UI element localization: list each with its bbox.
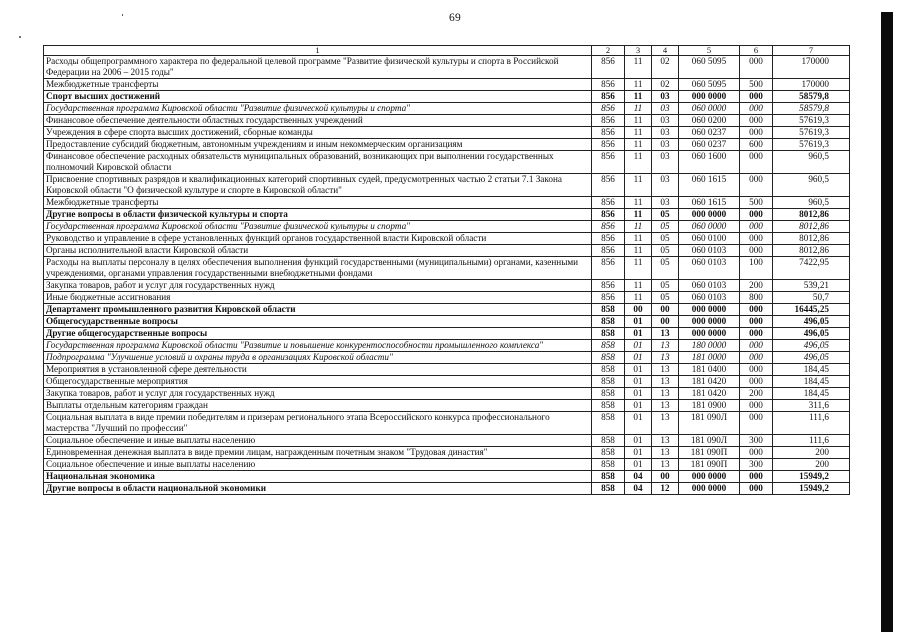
column-number: 4 <box>652 46 679 56</box>
row-subsection-code: 00 <box>652 471 679 483</box>
row-expense-type: 500 <box>740 197 773 209</box>
scan-edge-bar <box>881 12 893 632</box>
row-section-code: 11 <box>625 127 652 139</box>
row-section-code: 01 <box>625 459 652 471</box>
row-subsection-code: 02 <box>652 79 679 91</box>
row-amount: 496,05 <box>773 328 850 340</box>
budget-table <box>43 45 850 495</box>
row-target-article: 060 0000 <box>679 221 740 233</box>
row-section-code: 11 <box>625 292 652 304</box>
row-expense-type: 000 <box>740 304 773 316</box>
row-name: Департамент промышленного развития Кировской области <box>44 304 592 316</box>
row-section-code: 11 <box>625 151 652 174</box>
row-name: Подпрограмма "Улучшение условий и охраны труда в организациях Кировской области" <box>44 352 592 364</box>
row-name: Общегосударственные мероприятия <box>44 376 592 388</box>
row-section-code: 11 <box>625 115 652 127</box>
row-ved-code: 858 <box>592 471 625 483</box>
table-row <box>44 435 850 447</box>
row-ved-code: 856 <box>592 233 625 245</box>
row-name: Национальная экономика <box>44 471 592 483</box>
row-expense-type: 000 <box>740 328 773 340</box>
row-ved-code: 856 <box>592 292 625 304</box>
row-expense-type: 000 <box>740 447 773 459</box>
row-amount: 111,6 <box>773 412 850 435</box>
table-row <box>44 400 850 412</box>
row-expense-type: 300 <box>740 435 773 447</box>
row-ved-code: 856 <box>592 115 625 127</box>
row-name: Финансовое обеспечение деятельности областных государственных учреждений <box>44 115 592 127</box>
row-amount: 8012,86 <box>773 245 850 257</box>
row-section-code: 11 <box>625 245 652 257</box>
table-row <box>44 174 850 197</box>
row-ved-code: 858 <box>592 376 625 388</box>
row-amount: 184,45 <box>773 376 850 388</box>
row-amount: 496,05 <box>773 352 850 364</box>
row-expense-type: 000 <box>740 483 773 495</box>
row-subsection-code: 03 <box>652 151 679 174</box>
table-row <box>44 352 850 364</box>
row-expense-type: 000 <box>740 412 773 435</box>
row-amount: 50,7 <box>773 292 850 304</box>
row-ved-code: 858 <box>592 459 625 471</box>
row-name: Социальная выплата в виде премии победителям и призерам регионального этапа Всероссийского конкурса профессионального мастерства "Лучший по профессии" <box>44 412 592 435</box>
row-subsection-code: 13 <box>652 340 679 352</box>
row-target-article: 060 0237 <box>679 139 740 151</box>
row-section-code: 01 <box>625 316 652 328</box>
table-row <box>44 91 850 103</box>
row-amount: 8012,86 <box>773 209 850 221</box>
row-target-article: 060 0103 <box>679 292 740 304</box>
row-expense-type: 000 <box>740 174 773 197</box>
row-target-article: 060 0237 <box>679 127 740 139</box>
row-amount: 960,5 <box>773 197 850 209</box>
row-subsection-code: 03 <box>652 197 679 209</box>
row-target-article: 060 0103 <box>679 280 740 292</box>
row-amount: 184,45 <box>773 364 850 376</box>
row-name: Социальное обеспечение и иные выплаты населению <box>44 459 592 471</box>
row-amount: 539,21 <box>773 280 850 292</box>
row-name: Закупка товаров, работ и услуг для государственных нужд <box>44 388 592 400</box>
column-number: 1 <box>44 46 592 56</box>
row-amount: 960,5 <box>773 174 850 197</box>
row-ved-code: 856 <box>592 103 625 115</box>
row-amount: 184,45 <box>773 388 850 400</box>
row-target-article: 060 0100 <box>679 233 740 245</box>
table-row <box>44 388 850 400</box>
row-target-article: 181 0420 <box>679 376 740 388</box>
table-row <box>44 151 850 174</box>
row-ved-code: 858 <box>592 483 625 495</box>
row-subsection-code: 03 <box>652 174 679 197</box>
row-section-code: 11 <box>625 221 652 233</box>
row-subsection-code: 13 <box>652 328 679 340</box>
row-name: Финансовое обеспечение расходных обязательств муниципальных образований, возникающих при выполнении государственных полномочий Кировской области <box>44 151 592 174</box>
row-amount: 57619,3 <box>773 127 850 139</box>
row-expense-type: 000 <box>740 151 773 174</box>
row-amount: 960,5 <box>773 151 850 174</box>
row-name: Иные бюджетные ассигнования <box>44 292 592 304</box>
row-amount: 8012,86 <box>773 233 850 245</box>
row-expense-type: 600 <box>740 139 773 151</box>
row-name: Мероприятия в установленной сфере деятельности <box>44 364 592 376</box>
row-subsection-code: 13 <box>652 459 679 471</box>
table-row <box>44 103 850 115</box>
row-subsection-code: 03 <box>652 127 679 139</box>
row-name: Расходы на выплаты персоналу в целях обеспечения выполнения функций государственными (муниципальными) органами, казенными учреждениями, органами управления государственными внебюджетными фондами <box>44 257 592 280</box>
row-subsection-code: 05 <box>652 245 679 257</box>
row-expense-type: 000 <box>740 376 773 388</box>
row-amount: 496,05 <box>773 340 850 352</box>
table-row <box>44 79 850 91</box>
row-expense-type: 200 <box>740 388 773 400</box>
column-number: 5 <box>679 46 740 56</box>
row-expense-type: 000 <box>740 233 773 245</box>
table-row <box>44 115 850 127</box>
row-expense-type: 000 <box>740 316 773 328</box>
row-section-code: 11 <box>625 56 652 79</box>
row-ved-code: 858 <box>592 316 625 328</box>
row-target-article: 181 0900 <box>679 400 740 412</box>
table-row <box>44 197 850 209</box>
table-row <box>44 364 850 376</box>
row-name: Учреждения в сфере спорта высших достижений, сборные команды <box>44 127 592 139</box>
row-expense-type: 000 <box>740 56 773 79</box>
scan-speck <box>122 14 123 16</box>
row-section-code: 11 <box>625 280 652 292</box>
row-expense-type: 000 <box>740 91 773 103</box>
row-expense-type: 000 <box>740 209 773 221</box>
row-expense-type: 000 <box>740 352 773 364</box>
row-section-code: 04 <box>625 471 652 483</box>
row-target-article: 000 0000 <box>679 209 740 221</box>
row-subsection-code: 05 <box>652 280 679 292</box>
row-section-code: 11 <box>625 139 652 151</box>
row-target-article: 000 0000 <box>679 328 740 340</box>
row-expense-type: 000 <box>740 400 773 412</box>
table-row <box>44 483 850 495</box>
row-target-article: 060 0000 <box>679 103 740 115</box>
row-section-code: 01 <box>625 364 652 376</box>
row-target-article: 060 1600 <box>679 151 740 174</box>
row-ved-code: 856 <box>592 221 625 233</box>
row-ved-code: 856 <box>592 257 625 280</box>
row-target-article: 181 0000 <box>679 352 740 364</box>
row-section-code: 11 <box>625 103 652 115</box>
row-target-article: 181 090Л <box>679 412 740 435</box>
row-ved-code: 858 <box>592 304 625 316</box>
row-target-article: 181 090П <box>679 447 740 459</box>
table-row <box>44 127 850 139</box>
table-row <box>44 139 850 151</box>
row-subsection-code: 05 <box>652 221 679 233</box>
row-ved-code: 858 <box>592 340 625 352</box>
row-expense-type: 500 <box>740 79 773 91</box>
row-expense-type: 000 <box>740 221 773 233</box>
scan-speck <box>19 36 21 38</box>
row-target-article: 000 0000 <box>679 91 740 103</box>
row-target-article: 000 0000 <box>679 471 740 483</box>
row-name: Предоставление субсидий бюджетным, автономным учреждениям и иным некоммерческим организациям <box>44 139 592 151</box>
row-expense-type: 200 <box>740 280 773 292</box>
row-amount: 58579,8 <box>773 103 850 115</box>
row-target-article: 000 0000 <box>679 316 740 328</box>
row-name: Другие вопросы в области физической культуры и спорта <box>44 209 592 221</box>
row-expense-type: 000 <box>740 245 773 257</box>
table-row <box>44 316 850 328</box>
row-ved-code: 856 <box>592 209 625 221</box>
row-subsection-code: 05 <box>652 257 679 280</box>
row-section-code: 11 <box>625 209 652 221</box>
row-subsection-code: 13 <box>652 388 679 400</box>
table-row <box>44 257 850 280</box>
table-row <box>44 292 850 304</box>
row-name: Межбюджетные трансферты <box>44 79 592 91</box>
column-number: 3 <box>625 46 652 56</box>
row-name: Спорт высших достижений <box>44 91 592 103</box>
row-section-code: 01 <box>625 352 652 364</box>
table-row <box>44 209 850 221</box>
row-subsection-code: 05 <box>652 209 679 221</box>
table-row <box>44 56 850 79</box>
row-expense-type: 800 <box>740 292 773 304</box>
row-target-article: 181 0420 <box>679 388 740 400</box>
row-subsection-code: 13 <box>652 352 679 364</box>
row-name: Общегосударственные вопросы <box>44 316 592 328</box>
row-name: Расходы общепрограммного характера по федеральной целевой программе "Развитие физической культуры и спорта в Российской Федерации на 2006 – 2015 годы" <box>44 56 592 79</box>
row-name: Единовременная денежная выплата в виде премии лицам, награжденным почетным знаком "Трудовая династия" <box>44 447 592 459</box>
row-ved-code: 858 <box>592 364 625 376</box>
row-name: Межбюджетные трансферты <box>44 197 592 209</box>
row-amount: 170000 <box>773 79 850 91</box>
row-subsection-code: 13 <box>652 376 679 388</box>
row-subsection-code: 00 <box>652 304 679 316</box>
row-ved-code: 856 <box>592 91 625 103</box>
row-subsection-code: 03 <box>652 91 679 103</box>
row-section-code: 01 <box>625 376 652 388</box>
row-amount: 8012,86 <box>773 221 850 233</box>
table-row <box>44 340 850 352</box>
row-amount: 16445,25 <box>773 304 850 316</box>
row-amount: 311,6 <box>773 400 850 412</box>
row-target-article: 000 0000 <box>679 304 740 316</box>
row-target-article: 060 0103 <box>679 245 740 257</box>
row-name: Другие вопросы в области национальной экономики <box>44 483 592 495</box>
row-subsection-code: 03 <box>652 103 679 115</box>
row-section-code: 01 <box>625 400 652 412</box>
row-subsection-code: 13 <box>652 447 679 459</box>
row-section-code: 11 <box>625 197 652 209</box>
row-amount: 200 <box>773 447 850 459</box>
table-row <box>44 328 850 340</box>
row-section-code: 01 <box>625 340 652 352</box>
row-name: Руководство и управление в сфере установленных функций органов государственной власти Кировской области <box>44 233 592 245</box>
row-ved-code: 856 <box>592 174 625 197</box>
table-row <box>44 447 850 459</box>
row-section-code: 11 <box>625 257 652 280</box>
table-row <box>44 471 850 483</box>
row-name: Другие общегосударственные вопросы <box>44 328 592 340</box>
row-ved-code: 858 <box>592 388 625 400</box>
row-amount: 111,6 <box>773 435 850 447</box>
row-ved-code: 858 <box>592 435 625 447</box>
row-amount: 15949,2 <box>773 471 850 483</box>
row-ved-code: 858 <box>592 447 625 459</box>
row-section-code: 11 <box>625 91 652 103</box>
column-number: 7 <box>773 46 850 56</box>
row-amount: 496,05 <box>773 316 850 328</box>
row-target-article: 000 0000 <box>679 483 740 495</box>
row-section-code: 01 <box>625 447 652 459</box>
row-amount: 170000 <box>773 56 850 79</box>
row-amount: 57619,3 <box>773 115 850 127</box>
row-ved-code: 858 <box>592 412 625 435</box>
row-expense-type: 000 <box>740 364 773 376</box>
column-number: 6 <box>740 46 773 56</box>
row-ved-code: 858 <box>592 328 625 340</box>
page-number: 69 <box>448 12 462 24</box>
row-section-code: 04 <box>625 483 652 495</box>
row-section-code: 00 <box>625 304 652 316</box>
row-target-article: 060 5095 <box>679 56 740 79</box>
row-section-code: 01 <box>625 435 652 447</box>
table-row <box>44 245 850 257</box>
row-ved-code: 858 <box>592 352 625 364</box>
row-ved-code: 856 <box>592 245 625 257</box>
row-subsection-code: 05 <box>652 233 679 245</box>
row-ved-code: 856 <box>592 79 625 91</box>
row-expense-type: 000 <box>740 471 773 483</box>
row-subsection-code: 03 <box>652 115 679 127</box>
column-number-row <box>44 46 850 56</box>
row-subsection-code: 13 <box>652 412 679 435</box>
row-subsection-code: 00 <box>652 316 679 328</box>
row-amount: 7422,95 <box>773 257 850 280</box>
row-ved-code: 856 <box>592 139 625 151</box>
row-target-article: 181 090Л <box>679 435 740 447</box>
row-ved-code: 858 <box>592 400 625 412</box>
row-name: Государственная программа Кировской области "Развитие и повышение конкурентоспособности промышленного комплекса" <box>44 340 592 352</box>
row-section-code: 01 <box>625 328 652 340</box>
table-row <box>44 412 850 435</box>
row-expense-type: 000 <box>740 103 773 115</box>
row-section-code: 01 <box>625 412 652 435</box>
row-section-code: 11 <box>625 79 652 91</box>
row-name: Присвоение спортивных разрядов и квалификационных категорий спортивных судей, предусмотренных частью 2 статьи 7.1 Закона Кировской области "О физической культуре и спорте в Кировской области" <box>44 174 592 197</box>
row-amount: 200 <box>773 459 850 471</box>
row-amount: 58579,8 <box>773 91 850 103</box>
row-expense-type: 000 <box>740 127 773 139</box>
row-subsection-code: 02 <box>652 56 679 79</box>
row-ved-code: 856 <box>592 56 625 79</box>
row-section-code: 11 <box>625 233 652 245</box>
table-row <box>44 376 850 388</box>
row-name: Органы исполнительной власти Кировской области <box>44 245 592 257</box>
row-target-article: 060 0103 <box>679 257 740 280</box>
row-expense-type: 100 <box>740 257 773 280</box>
row-ved-code: 856 <box>592 151 625 174</box>
row-target-article: 181 090П <box>679 459 740 471</box>
column-number: 2 <box>592 46 625 56</box>
row-expense-type: 300 <box>740 459 773 471</box>
row-amount: 57619,3 <box>773 139 850 151</box>
table-row <box>44 459 850 471</box>
row-target-article: 060 5095 <box>679 79 740 91</box>
row-section-code: 11 <box>625 174 652 197</box>
table-row <box>44 233 850 245</box>
row-name: Государственная программа Кировской области "Развитие физической культуры и спорта" <box>44 221 592 233</box>
row-amount: 15949,2 <box>773 483 850 495</box>
table-row <box>44 304 850 316</box>
row-name: Социальное обеспечение и иные выплаты населению <box>44 435 592 447</box>
row-name: Закупка товаров, работ и услуг для государственных нужд <box>44 280 592 292</box>
row-name: Выплаты отдельным категориям граждан <box>44 400 592 412</box>
row-name: Государственная программа Кировской области "Развитие физической культуры и спорта" <box>44 103 592 115</box>
row-subsection-code: 13 <box>652 435 679 447</box>
table-row <box>44 280 850 292</box>
row-subsection-code: 05 <box>652 292 679 304</box>
table-row <box>44 221 850 233</box>
row-subsection-code: 13 <box>652 364 679 376</box>
row-ved-code: 856 <box>592 197 625 209</box>
row-target-article: 060 1615 <box>679 174 740 197</box>
row-ved-code: 856 <box>592 127 625 139</box>
row-subsection-code: 13 <box>652 400 679 412</box>
row-section-code: 01 <box>625 388 652 400</box>
row-target-article: 060 1615 <box>679 197 740 209</box>
row-ved-code: 856 <box>592 280 625 292</box>
row-expense-type: 000 <box>740 115 773 127</box>
row-target-article: 060 0200 <box>679 115 740 127</box>
row-expense-type: 000 <box>740 340 773 352</box>
row-target-article: 180 0000 <box>679 340 740 352</box>
row-target-article: 181 0400 <box>679 364 740 376</box>
row-subsection-code: 03 <box>652 139 679 151</box>
row-subsection-code: 12 <box>652 483 679 495</box>
